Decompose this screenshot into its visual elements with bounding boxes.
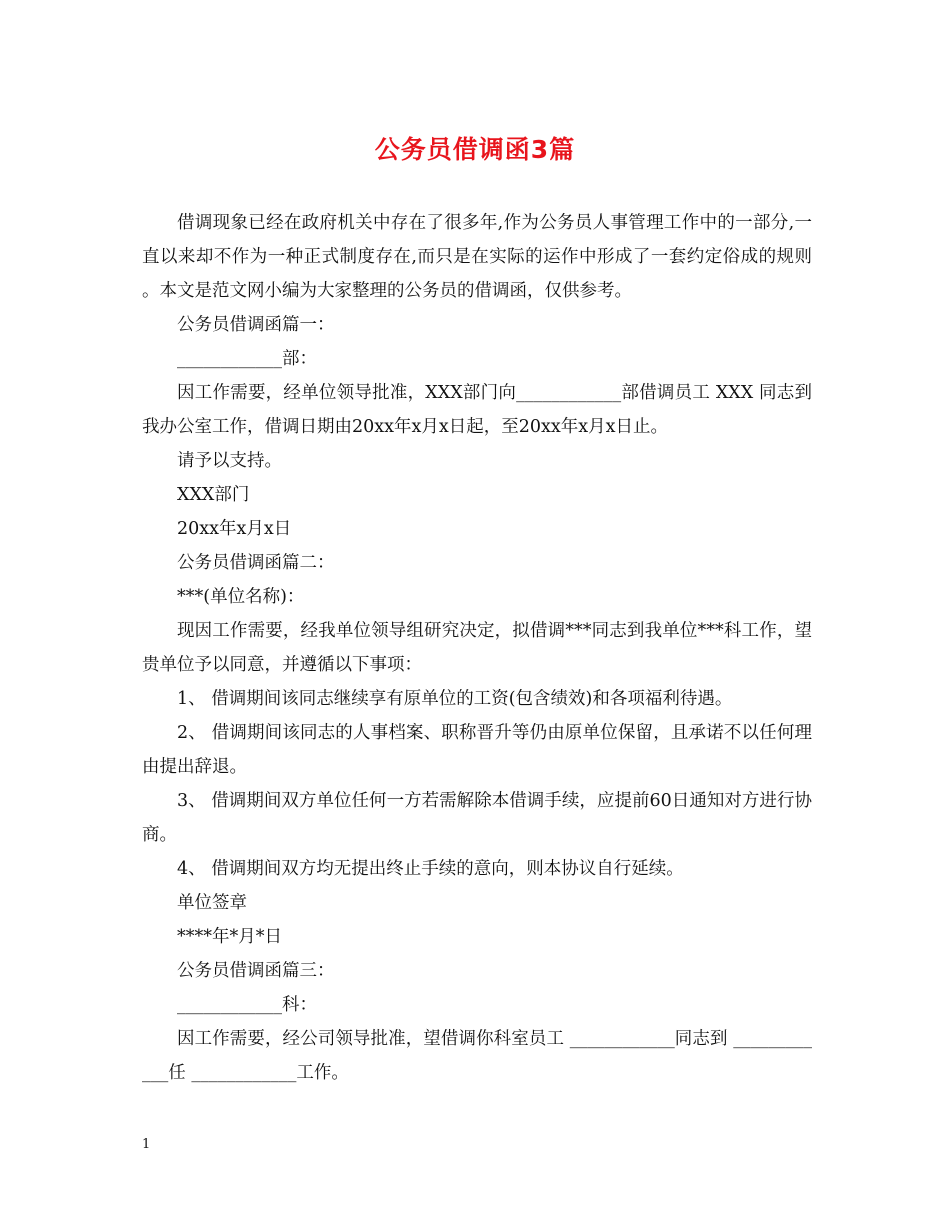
- section-heading-two: 公务员借调函篇二：: [177, 553, 335, 573]
- letter-three-body: 因工作需要，经公司领导批准，望借调你科室员工 ____________同志到 ____________任 ____________工作。: [142, 1029, 812, 1083]
- document-title: 公务员借调函3篇: [374, 135, 576, 164]
- letter-two-seal: 单位签章: [177, 893, 247, 913]
- document-body: [142, 206, 812, 1090]
- letter-two-recipient: ***(单位名称)：: [177, 587, 305, 607]
- letter-one-request: 请予以支持。: [177, 451, 282, 471]
- letter-one-recipient: ____________部：: [177, 349, 317, 369]
- letter-two-date: ****年*月*日: [177, 927, 282, 947]
- letter-two-item-3: 3、 借调期间双方单位任何一方若需解除本借调手续，应提前60日通知对方进行协商。: [142, 791, 812, 845]
- page-number: 1: [142, 1137, 151, 1152]
- section-heading-three: 公务员借调函篇三：: [177, 961, 335, 981]
- letter-two-body: 现因工作需要，经我单位领导组研究决定，拟借调***同志到我单位***科工作，望贵单位予以同意，并遵循以下事项：: [142, 621, 812, 675]
- letter-two-item-2: 2、 借调期间该同志的人事档案、职称晋升等仍由原单位保留，且承诺不以任何理由提出辞退。: [142, 723, 812, 777]
- intro-paragraph: 借调现象已经在政府机关中存在了很多年,作为公务员人事管理工作中的一部分,一直以来却不作为一种正式制度存在,而只是在实际的运作中形成了一套约定俗成的规则 。本文是范文网小编为大家整理的公务员的借调函，仅供参考。: [142, 213, 812, 301]
- letter-one-body: 因工作需要，经单位领导批准，XXX部门向____________部借调员工 XXX 同志到我办公室工作，借调日期由20xx年x月x日起，至20xx年x月x日止。: [142, 383, 812, 437]
- letter-one-sender: XXX部门: [177, 485, 250, 505]
- letter-two-item-1: 1、 借调期间该同志继续享有原单位的工资(包含绩效)和各项福利待遇。: [177, 689, 733, 709]
- letter-one-date: 20xx年x月x日: [177, 519, 292, 539]
- letter-three-recipient: ____________科：: [177, 995, 317, 1015]
- section-heading-one: 公务员借调函篇一：: [177, 315, 335, 335]
- letter-two-item-4: 4、 借调期间双方均无提出终止手续的意向，则本协议自行延续。: [177, 859, 684, 879]
